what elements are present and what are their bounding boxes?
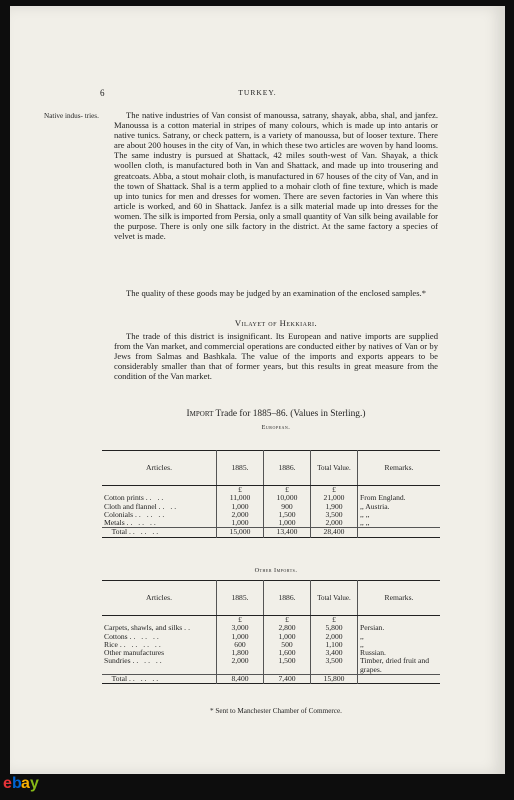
- table-subtitle-european: European.: [261, 424, 291, 431]
- col-1885: 1885.: [217, 581, 264, 616]
- col-1886: 1886.: [264, 451, 311, 486]
- currency-symbol: £: [264, 616, 311, 625]
- currency-symbol: £: [217, 486, 264, 495]
- row-total: 1,100: [311, 641, 358, 649]
- running-title: TURKEY.: [238, 88, 277, 97]
- row-article: Cottons .. .. ..: [104, 631, 161, 641]
- total-1885: 8,400: [217, 675, 264, 684]
- total-label: Total .. .. ..: [102, 528, 217, 537]
- row-remarks: Russian.: [358, 649, 441, 657]
- col-remarks: Remarks.: [358, 581, 441, 616]
- row-1886: 1,500: [264, 657, 311, 674]
- currency-symbol: £: [217, 616, 264, 625]
- margin-note: Native indus- tries.: [44, 112, 99, 120]
- total-row: [102, 675, 440, 684]
- row-1885: 11,000: [217, 494, 264, 502]
- row-1885: 1,800: [217, 649, 264, 657]
- row-total: 21,000: [311, 494, 358, 502]
- currency-symbol: £: [311, 486, 358, 495]
- row-total: 3,400: [311, 649, 358, 657]
- col-remarks: Remarks.: [358, 451, 441, 486]
- row-total: 5,800: [311, 624, 358, 632]
- total-value: 28,400: [311, 528, 358, 537]
- row-1886: 2,800: [264, 624, 311, 632]
- row-1886: 1,500: [264, 511, 311, 519]
- row-article: Carpets, shawls, and silks ..: [104, 623, 192, 633]
- table-header-row: [102, 581, 440, 616]
- svg-text:y: y: [30, 775, 39, 792]
- col-articles: Articles.: [102, 451, 217, 486]
- row-total: 3,500: [311, 511, 358, 519]
- row-article: Cotton prints .. ..: [104, 493, 166, 503]
- row-1886: 1,000: [264, 633, 311, 641]
- row-article: Rice .. .. .. ..: [104, 639, 163, 649]
- svg-text:a: a: [21, 775, 30, 792]
- total-1885: 15,000: [217, 528, 264, 537]
- row-1885: 2,000: [217, 657, 264, 674]
- row-1885: 1,000: [217, 633, 264, 641]
- row-article: Other manufactures: [104, 648, 165, 658]
- paragraph-text: The native industries of Van consist of manoussa, satrany, shayak, abba, shal, and janfez. Manoussa is a cotton material in stripes of many colours, which is made up into antaris or native tunics. Satrany, or check pattern, is a variety of manoussa, but of looser texture. There are about 200 houses in the city of Van, in which these two articles are woven by hand looms. The same industry is pursued at Shattack, 42 miles south-west of Van. Shayak, a thick woollen cloth, is manufactured both in Van and Shattack, and made up into trousering and greatcoats. Abba, a stout mohair cloth, is manufactured in 67 houses of the city of Van, and in the town of Shattack. Shal is a term applied to a mohair cloth of fine texture, which is made up into tunics for men and dresses for women. There are seven factories in Van where this article is worked, and 60 in Shattack. Janfez is a silk material made up into dresses for the women. The silk is imported from Persia, only a small quantity of Van silk being available for the purpose. There is only one silk factory in the district. At the same factory a species of velvet is made.: [114, 110, 438, 242]
- seller-logo-icon: [3, 770, 45, 796]
- row-total: 1,900: [311, 503, 358, 511]
- row-total: 3,500: [311, 657, 358, 674]
- table-title-rest: Trade for 1885–86. (Values in Sterling.): [215, 409, 366, 419]
- table-subtitle-other: Other Imports.: [254, 567, 298, 574]
- col-total-value: Total Value.: [311, 581, 358, 616]
- total-row: [102, 528, 440, 537]
- row-1885: 1,000: [217, 519, 264, 528]
- page-header: [10, 88, 505, 100]
- paragraph-text: The quality of these goods may be judged by an examination of the enclosed samples.*: [126, 288, 426, 298]
- table-header-row: [102, 451, 440, 486]
- row-article: Sundries .. .. ..: [104, 656, 164, 666]
- row-1886: 10,000: [264, 494, 311, 502]
- total-1886: 13,400: [264, 528, 311, 537]
- paragraph-native-industries: [114, 110, 438, 241]
- row-1885: 2,000: [217, 511, 264, 519]
- row-total: 2,000: [311, 519, 358, 528]
- table-title: [114, 409, 438, 419]
- row-article: Cloth and flannel .. ..: [104, 501, 179, 511]
- document-page: [10, 6, 505, 774]
- row-total: 2,000: [311, 633, 358, 641]
- total-value: 15,800: [311, 675, 358, 684]
- european-imports-table: [102, 450, 440, 538]
- row-1885: 600: [217, 641, 264, 649]
- row-remarks: ,, ,,: [358, 511, 441, 519]
- row-1886: 1,000: [264, 519, 311, 528]
- col-1885: 1885.: [217, 451, 264, 486]
- page-number: 6: [100, 88, 105, 98]
- row-remarks: Timber, dried fruit and grapes.: [358, 657, 441, 674]
- row-remarks: ,, Austria.: [358, 503, 441, 511]
- total-1886: 7,400: [264, 675, 311, 684]
- row-article: Colonials .. .. ..: [104, 509, 167, 519]
- row-1885: 3,000: [217, 624, 264, 632]
- paragraph-text: The trade of this district is insignificant. Its European and native imports are supplied from the Van market, and commercial operations are conducted either by natives of Van or by Jews from Salmas and Bashkala. The value of the imports and exports appears to be considerably smaller than that of former years, but this results in great measure from the condition of the Van market.: [114, 331, 438, 382]
- paragraph-trade: [114, 331, 438, 381]
- row-article: Metals .. .. ..: [104, 518, 158, 528]
- row-remarks: From England.: [358, 494, 441, 502]
- paragraph-samples: [114, 288, 438, 298]
- section-heading: Vilayet of Hekkiari.: [234, 318, 318, 328]
- row-1886: 1,600: [264, 649, 311, 657]
- row-1886: 900: [264, 503, 311, 511]
- col-total-value: Total Value.: [311, 451, 358, 486]
- total-label: Total .. .. ..: [102, 675, 217, 684]
- currency-symbol: £: [264, 486, 311, 495]
- footnote: * Sent to Manchester Chamber of Commerce.: [210, 707, 342, 715]
- table-title-prefix: Import: [186, 409, 214, 419]
- table-row: [102, 657, 440, 674]
- svg-text:b: b: [12, 775, 22, 792]
- row-remarks: Persian.: [358, 624, 441, 632]
- row-1886: 500: [264, 641, 311, 649]
- row-1885: 1,000: [217, 503, 264, 511]
- row-remarks: ,, ,,: [358, 519, 441, 528]
- col-articles: Articles.: [102, 581, 217, 616]
- currency-symbol: £: [311, 616, 358, 625]
- col-1886: 1886.: [264, 581, 311, 616]
- other-imports-table: [102, 580, 440, 684]
- svg-text:e: e: [3, 775, 12, 792]
- row-remarks: ,,: [358, 641, 441, 649]
- row-remarks: ,,: [358, 633, 441, 641]
